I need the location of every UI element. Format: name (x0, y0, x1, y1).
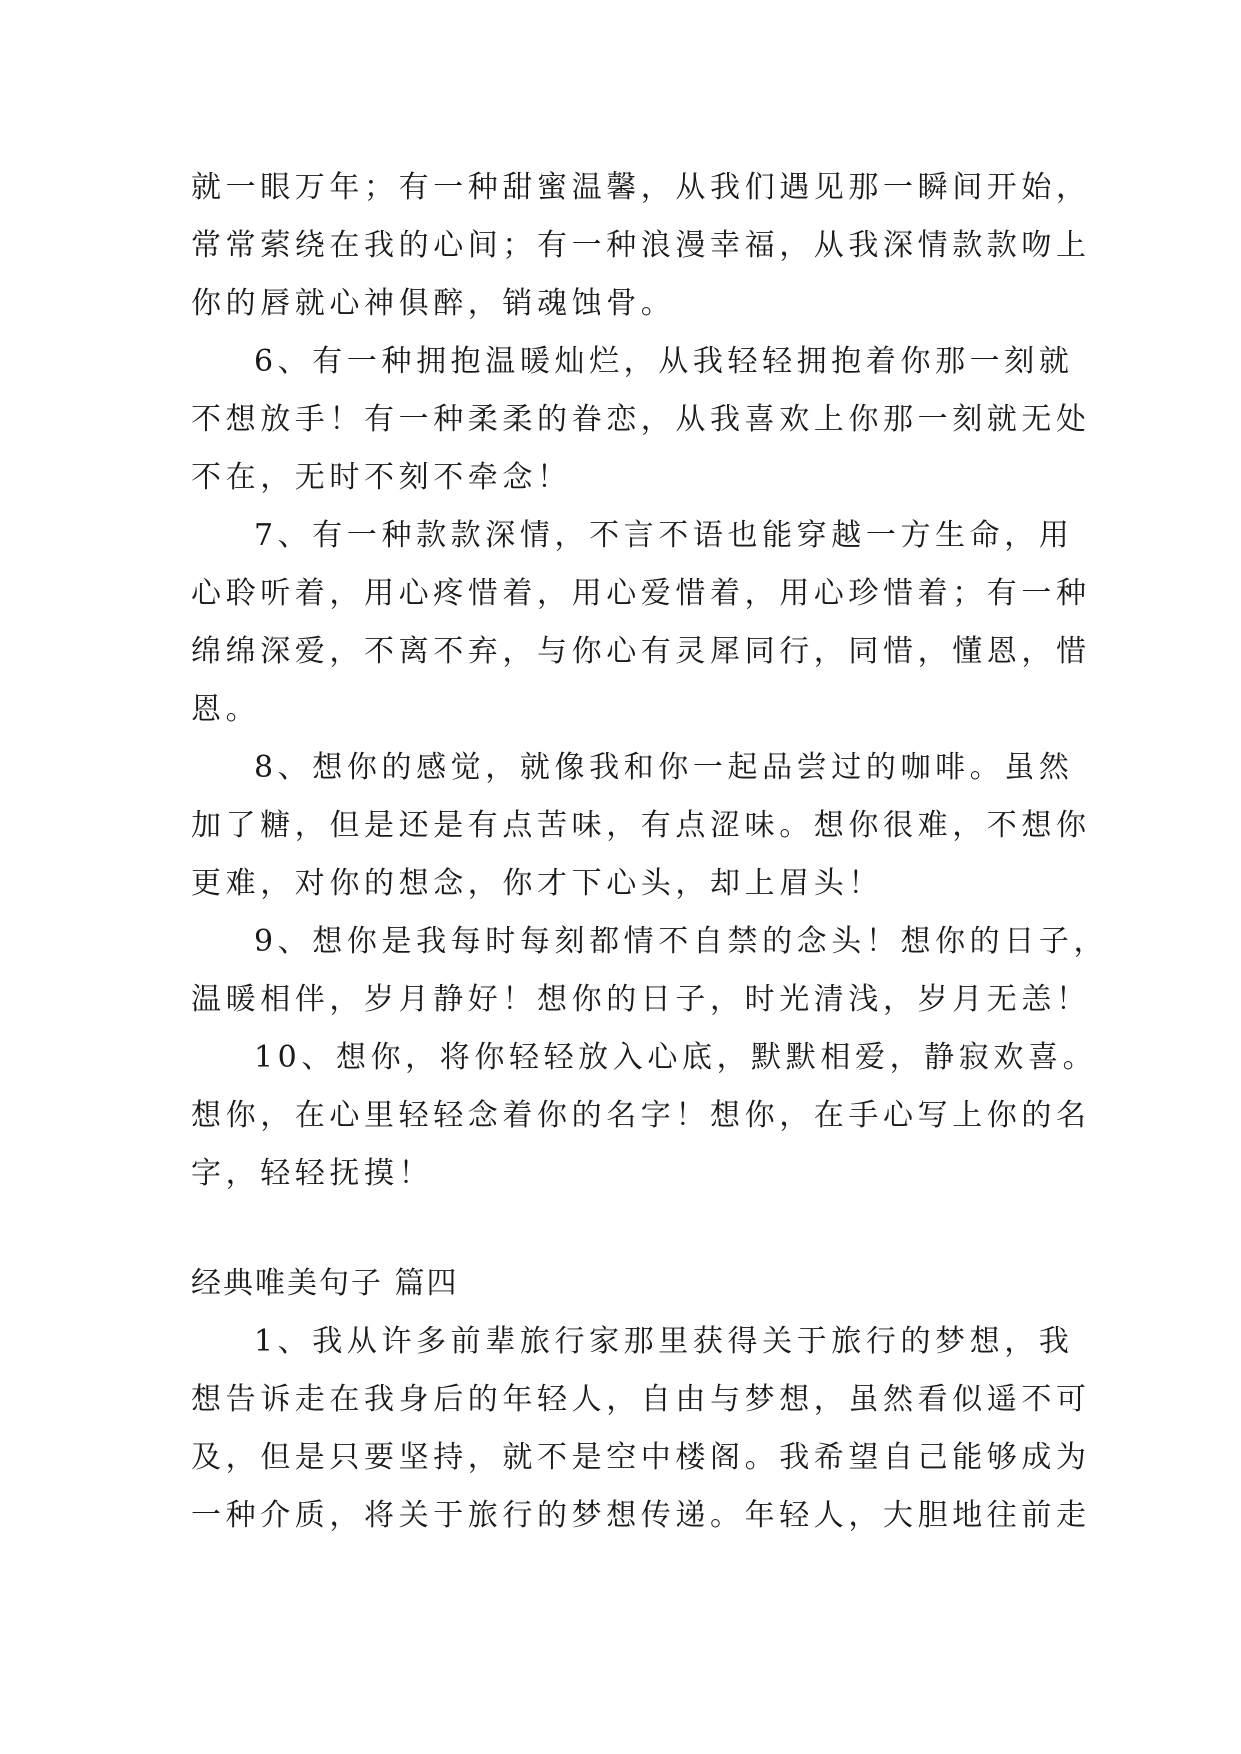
text-line: 心聆听着，用心疼惜着，用心爱惜着，用心珍惜着；有一种 (191, 576, 1091, 611)
section-heading: 经典唯美句子 篇四 (191, 1266, 459, 1301)
text-line: 及，但是只要坚持，就不是空中楼阁。我希望自己能够成为 (191, 1440, 1091, 1475)
text-line: 绵绵深爱，不离不弃，与你心有灵犀同行，同惜，懂恩，惜 (191, 634, 1091, 669)
text-line: 你的唇就心神俱醉，销魂蚀骨。 (191, 286, 676, 321)
text-line: 6、有一种拥抱温暖灿烂，从我轻轻拥抱着你那一刻就 (254, 344, 1074, 379)
text-line: 想你，在心里轻轻念着你的名字！想你，在手心写上你的名 (191, 1098, 1091, 1133)
text-line: 一种介质，将关于旅行的梦想传递。年轻人，大胆地往前走 (191, 1498, 1091, 1533)
text-line: 7、有一种款款深情，不言不语也能穿越一方生命，用 (254, 518, 1074, 553)
text-line: 1、我从许多前辈旅行家那里获得关于旅行的梦想，我 (254, 1324, 1074, 1359)
text-line: 就一眼万年；有一种甜蜜温馨，从我们遇见那一瞬间开始， (191, 170, 1091, 205)
text-line: 恩。 (191, 692, 261, 727)
text-line: 9、想你是我每时每刻都情不自禁的念头！想你的日子， (254, 924, 1109, 959)
text-line: 想告诉走在我身后的年轻人，自由与梦想，虽然看似遥不可 (191, 1382, 1091, 1417)
text-line: 常常萦绕在我的心间；有一种浪漫幸福，从我深情款款吻上 (191, 228, 1091, 263)
text-line: 10、想你，将你轻轻放入心底，默默相爱，静寂欢喜。 (254, 1040, 1098, 1075)
text-line: 字，轻轻抚摸！ (191, 1156, 434, 1191)
text-line: 温暖相伴，岁月静好！想你的日子，时光清浅，岁月无恙！ (191, 982, 1091, 1017)
text-line: 加了糖，但是还是有点苦味，有点涩味。想你很难，不想你 (191, 808, 1091, 843)
text-line: 不想放手！有一种柔柔的眷恋，从我喜欢上你那一刻就无处 (191, 402, 1091, 437)
text-line: 不在，无时不刻不牵念！ (191, 460, 572, 495)
text-line: 8、想你的感觉，就像我和你一起品尝过的咖啡。虽然 (254, 750, 1074, 785)
text-line: 更难，对你的想念，你才下心头，却上眉头！ (191, 866, 883, 901)
